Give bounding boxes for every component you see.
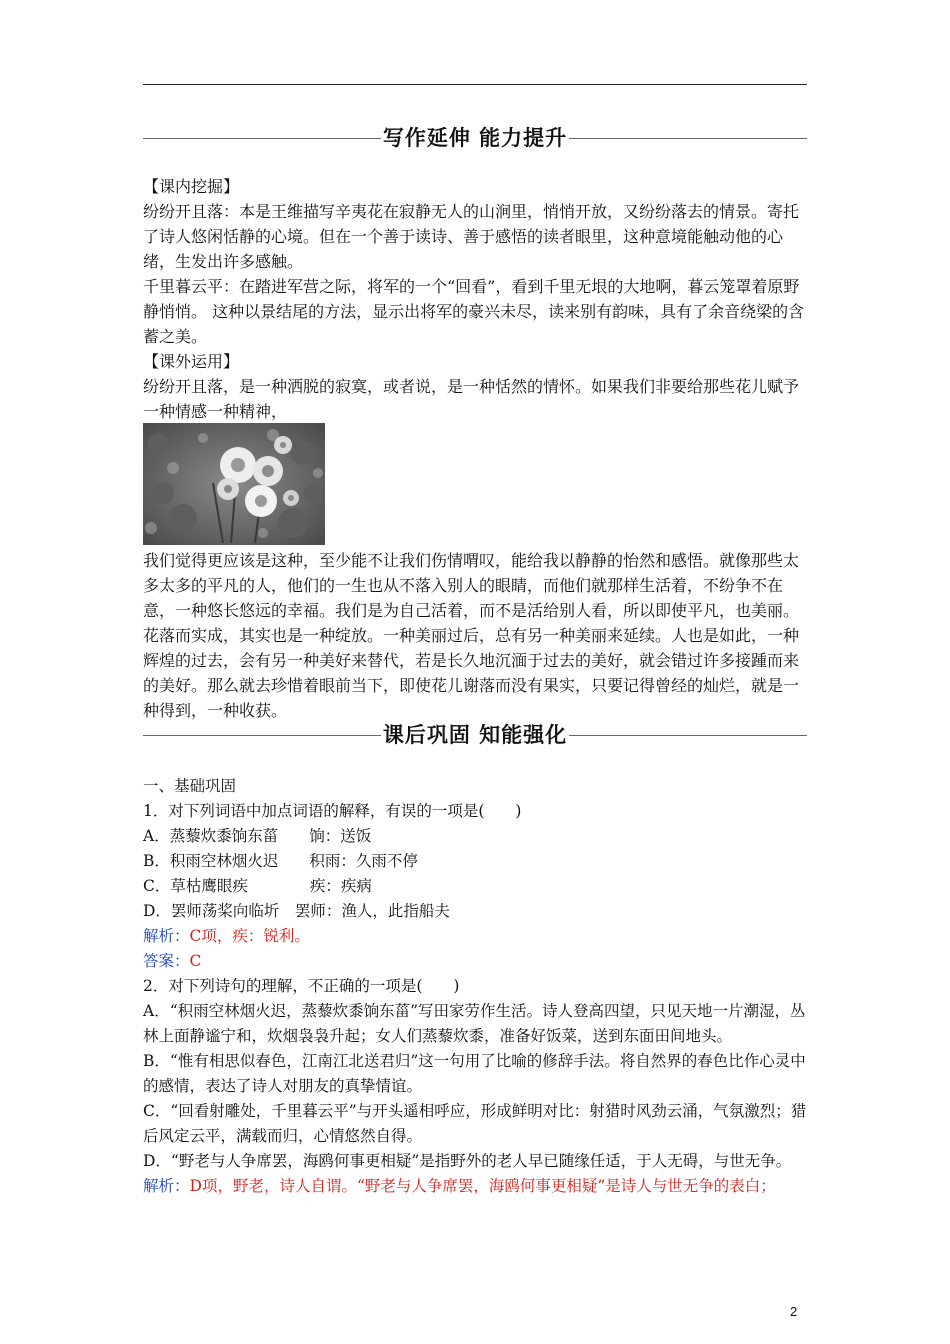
explanation-text: D项，野老，诗人自谓。“野老与人争席罢，海鸥何事更相疑”是诗人与世无争的表白； [189,1177,776,1195]
section-title-text: 课后巩固 知能强化 [382,723,568,747]
section-title-writing [143,123,807,153]
q1-stem: 1．对下列词语中加点词语的解释，有误的一项是( ) [143,802,522,820]
q1-option-c: C．草枯鹰眼疾 疾：疾病 [143,877,372,895]
part-heading: 一、基础巩固 [143,777,237,795]
q1-answer [143,949,807,974]
ketang-paragraph-1: 纷纷开且落：本是王维描写辛夷花在寂静无人的山涧里，悄悄开放，又纷纷落去的情景。寄托了诗人悠闲恬静的心境。但在一个善于读诗、善于感悟的读者眼里，这种意境能触动他的心绪，生发出许多感触。 [143,202,800,271]
q2-option-d: D．“野老与人争席罢，海鸥何事更相疑”是指野外的老人早已随缘任适，于人无碍，与世无争。 [143,1152,792,1170]
kewai-paragraph-1: 纷纷开且落，是一种洒脱的寂寞，或者说，是一种恬然的情怀。如果我们非要给那些花儿赋予一种情感一种精神， [143,377,800,421]
section-title-review [143,720,807,750]
title-rule-right [569,735,807,736]
exercise-block [143,774,807,1199]
header-rule [143,84,807,85]
answer-label: 答案： [143,952,190,970]
answer-text: C [189,952,202,970]
flower-photo [143,423,325,545]
ketang-paragraph-2: 千里暮云平：在踏进军营之际，将军的一个“回看”，看到千里无垠的大地啊，暮云笼罩着原野静悄悄。 这种以景结尾的方法，显示出将军的豪兴未尽，读来别有韵味，具有了余音绕梁的含蓄之美。 [143,277,805,346]
explanation-label: 解析： [143,1177,190,1195]
explanation-label: 解析： [143,927,190,945]
q1-option-a: A．蒸藜炊黍饷东菑 饷：送饭 [143,827,372,845]
kewai-block [143,548,807,723]
kewai-paragraph-2: 我们觉得更应该是这种，至少能不让我们伤情喟叹，能给我以静静的怡然和感悟。就像那些太多太多的平凡的人，他们的一生也从不落入别人的眼睛，而他们就那样生活着，不纷争不在意，一种悠长悠远的幸福。我们是为自己活着，而不是活给别人看，所以即使平凡，也美丽。花落而实成，其实也是一种绽放。一种美丽过后，总有另一种美丽来延续。人也是如此，一种辉煌的过去，会有另一种美好来替代，若是长久地沉湎于过去的美好，就会错过许多接踵而来的美好。那么就去珍惜着眼前当下，即使花儿谢落而没有果实，只要记得曾经的灿烂，就是一种得到，一种收获。 [143,551,800,720]
ketang-block [143,174,807,424]
q2-option-b: B．“惟有相思似春色，江南江北送君归”这一句用了比喻的修辞手法。将自然界的春色比作心灵中的感情，表达了诗人对朋友的真挚情谊。 [143,1052,806,1095]
section-title-text: 写作延伸 能力提升 [382,126,568,150]
q1-explanation [143,924,807,949]
q1-option-d: D．罢师荡桨向临圻 罢师：渔人，此指船夫 [143,902,450,920]
q2-option-c: C．“回看射雕处，千里暮云平”与开头遥相呼应，形成鲜明对比：射猎时风劲云涌，气氛激烈；猎后风定云平，满载而归，心情悠然自得。 [143,1102,807,1145]
explanation-text: C项，疾：锐利。 [189,927,310,945]
kewai-heading: 【课外运用】 [143,352,240,371]
title-rule-right [569,138,807,139]
q2-explanation [143,1174,807,1199]
q1-option-b: B．积雨空林烟火迟 积雨：久雨不停 [143,852,418,870]
q2-stem: 2．对下列诗句的理解，不正确的一项是( ) [143,977,460,995]
ketang-heading: 【课内挖掘】 [143,177,240,196]
page-number: 2 [790,1304,798,1319]
q2-option-a: A．“积雨空林烟火迟，蒸藜炊黍饷东菑”写田家劳作生活。诗人登高四望，只见天地一片潮湿，丛林上面静谧宁和，炊烟袅袅升起；女人们蒸藜炊黍，准备好饭菜，送到东面田间地头。 [143,1002,806,1045]
